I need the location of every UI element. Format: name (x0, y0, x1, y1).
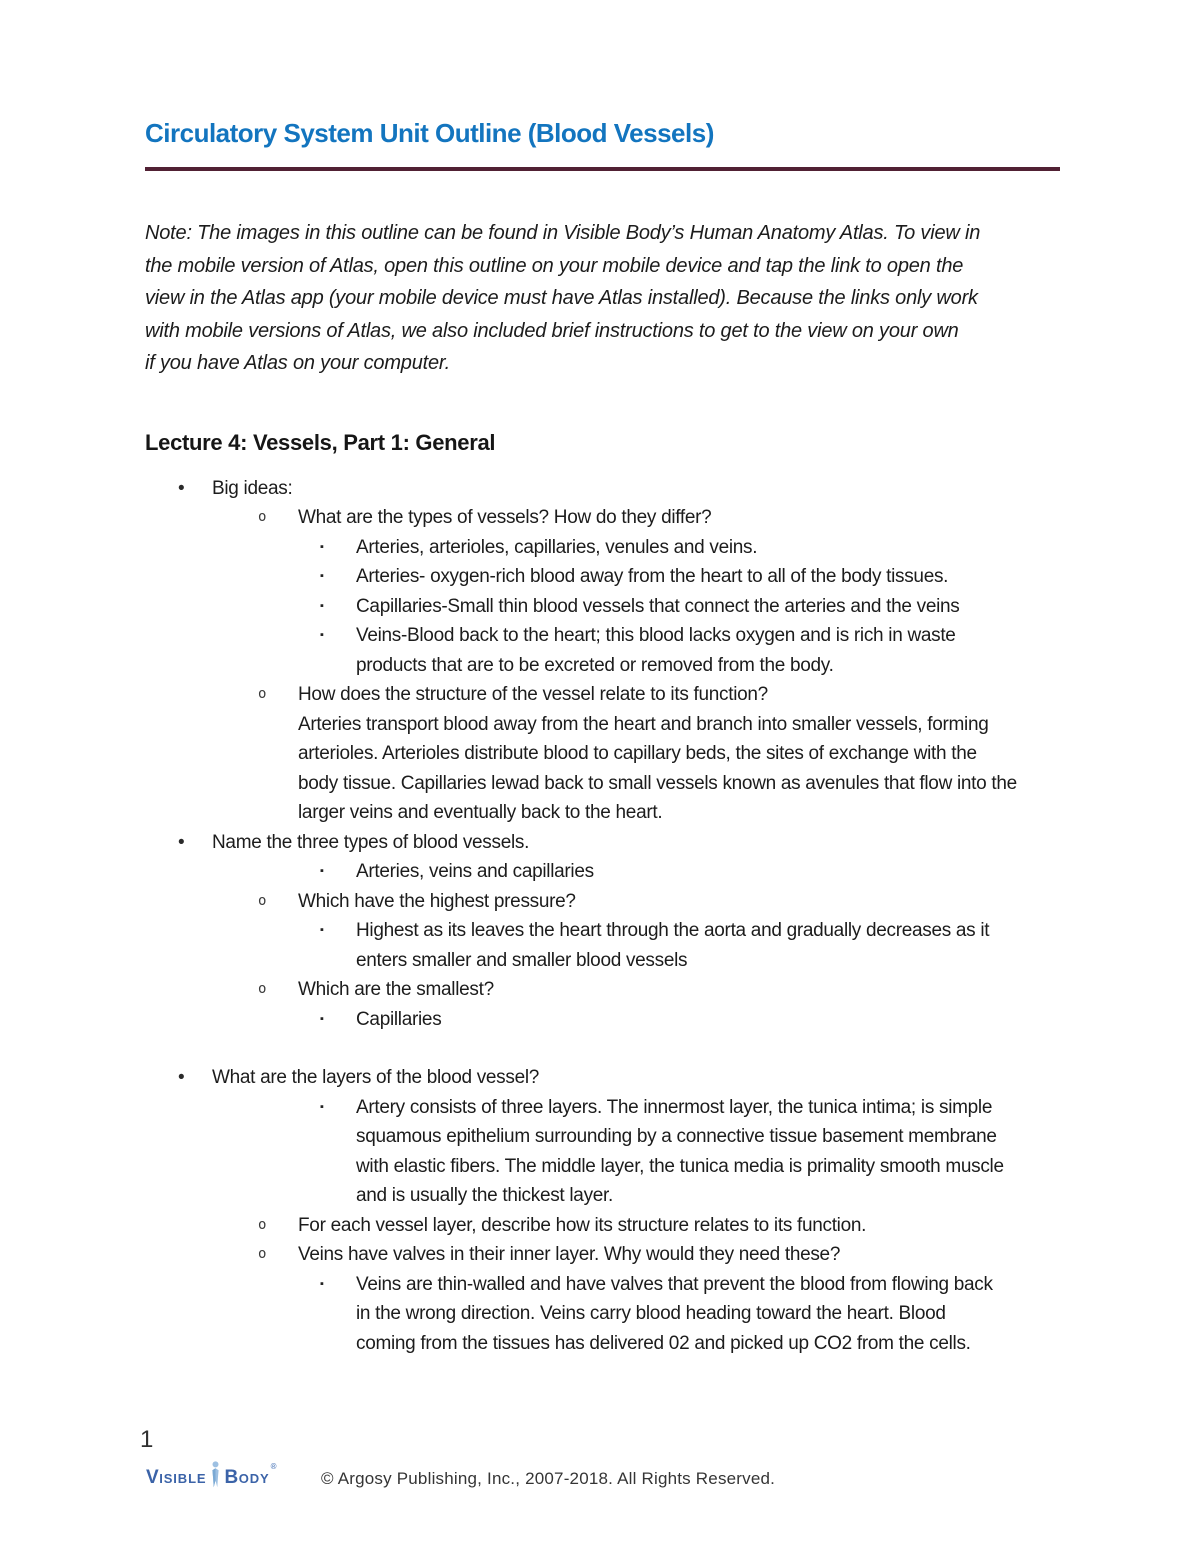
bullet-marker: • (178, 831, 185, 853)
list-item-text: Arteries transport blood away from the heart and branch into smaller vessels, forming arterioles. Arterioles distribute blood to capillary beds, the sites of exchange with the body tissue. Capillaries lewad back to small vessels known as avenules that flow into the larger veins and eventually back to the heart. (298, 713, 1017, 823)
list-item (145, 1240, 1140, 1270)
list-item-text: Capillaries-Small thin blood vessels that connect the arteries and the veins (356, 595, 960, 617)
list-item-text: Arteries, arterioles, capillaries, venules and veins. (356, 536, 758, 558)
bullet-marker: o (258, 1216, 267, 1233)
page-title: Circulatory System Unit Outline (Blood Vessels) (145, 118, 714, 148)
logo-word1-rest: ISIBLE (159, 1471, 207, 1486)
logo-trademark: ® (270, 1462, 277, 1471)
list-item-text: Arteries- oxygen-rich blood away from the heart to all of the body tissues. (356, 566, 949, 587)
bullet-marker: ▪ (320, 924, 324, 936)
list-item-text: Highest as its leaves the heart through the aorta and gradually decreases as it enters smaller and smaller blood vessels (356, 920, 990, 971)
bullet-marker: • (178, 477, 185, 499)
list-item-text: What are the layers of the blood vessel? (212, 1067, 540, 1088)
human-figure-icon (209, 1461, 222, 1493)
bullet-marker: ▪ (320, 599, 324, 612)
bullet-marker: ▪ (320, 1012, 324, 1025)
list-item-text: Big ideas: (212, 477, 293, 499)
list-item (145, 1005, 1140, 1035)
bullet-marker: ▪ (320, 570, 324, 582)
list-item-text: Arteries, veins and capillaries (356, 861, 594, 882)
list-item-text: Veins have valves in their inner layer. Why would they need these? (298, 1244, 841, 1265)
bullet-marker: o (258, 509, 267, 525)
list-item-text: What are the types of vessels? How do they differ? (298, 507, 712, 528)
note-paragraph: Note: The images in this outline can be found in Visible Body’s Human Anatomy Atlas. To view in the mobile version of Atlas, open this outline on your mobile device and tap the link to open the view in the Atlas app (your mobile device must have Atlas installed). Because the links only work with mobile versions of Atlas, we also included brief instructions to get to the view on your own if you have Atlas on your computer. (145, 222, 981, 374)
list-item (145, 1211, 1140, 1241)
list-item (145, 975, 1140, 1005)
bullet-marker: ▪ (320, 1277, 324, 1290)
bullet-marker: o (258, 981, 267, 997)
list-item-text: Which have the highest pressure? (298, 890, 576, 912)
bullet-marker: o (258, 686, 267, 702)
logo-word1-initial: V (146, 1467, 160, 1488)
list-item (145, 857, 1140, 887)
bullet-marker: ▪ (320, 1100, 324, 1113)
bullet-marker: o (258, 1246, 267, 1262)
list-item (145, 503, 1140, 533)
list-item (145, 621, 1140, 680)
list-item (145, 562, 1140, 592)
list-item-text: Which are the smallest? (298, 979, 494, 1000)
list-item (145, 1093, 1140, 1211)
list-item (145, 887, 1140, 917)
bullet-marker: o (258, 892, 267, 909)
logo-word2-rest: ODY (238, 1471, 270, 1486)
list-item (145, 828, 1140, 858)
list-item-text: Veins-Blood back to the heart; this blood lacks oxygen and is rich in waste products that are to be excreted or removed from the body. (356, 625, 956, 676)
list-item (145, 916, 1140, 975)
bullet-marker: • (178, 1067, 185, 1088)
bullet-marker: ▪ (320, 540, 324, 553)
blank-line (145, 1034, 1140, 1063)
bullet-marker: ▪ (320, 865, 324, 877)
list-item (145, 592, 1140, 622)
logo-word2-initial: B (224, 1467, 239, 1488)
list-item (145, 1270, 1140, 1359)
bullet-marker: ▪ (320, 629, 324, 641)
page-number: 1 (140, 1426, 154, 1453)
list-item-text: Veins are thin-walled and have valves that prevent the blood from flowing back in the wrong direction. Veins carry blood heading toward the heart. Blood coming from the tissues has delivered 02 and picked up CO2 from the cells. (356, 1273, 993, 1354)
list-item (145, 1063, 1140, 1093)
list-item (145, 474, 1140, 504)
list-item (145, 533, 1140, 563)
section-heading: Lecture 4: Vessels, Part 1: General (145, 429, 496, 455)
list-item-text: Artery consists of three layers. The innermost layer, the tunica intima; is simple squamous epithelium surrounding by a connective tissue basement membrane with elastic fibers. The middle layer, the tunica media is primality smooth muscle and is usually the thickest layer. (356, 1096, 1004, 1206)
list-item (145, 680, 1140, 710)
list-item-text: How does the structure of the vessel relate to its function? (298, 684, 768, 705)
outline-list (145, 474, 1140, 1359)
list-item-text: For each vessel layer, describe how its structure relates to its function. (298, 1214, 867, 1236)
visible-body-logo (146, 1461, 277, 1490)
list-item (145, 710, 1140, 828)
list-item-text: Name the three types of blood vessels. (212, 831, 530, 853)
title-divider (145, 167, 1060, 171)
list-item-text: Capillaries (356, 1008, 442, 1030)
copyright-text: © Argosy Publishing, Inc., 2007-2018. All Rights Reserved. (321, 1469, 776, 1488)
